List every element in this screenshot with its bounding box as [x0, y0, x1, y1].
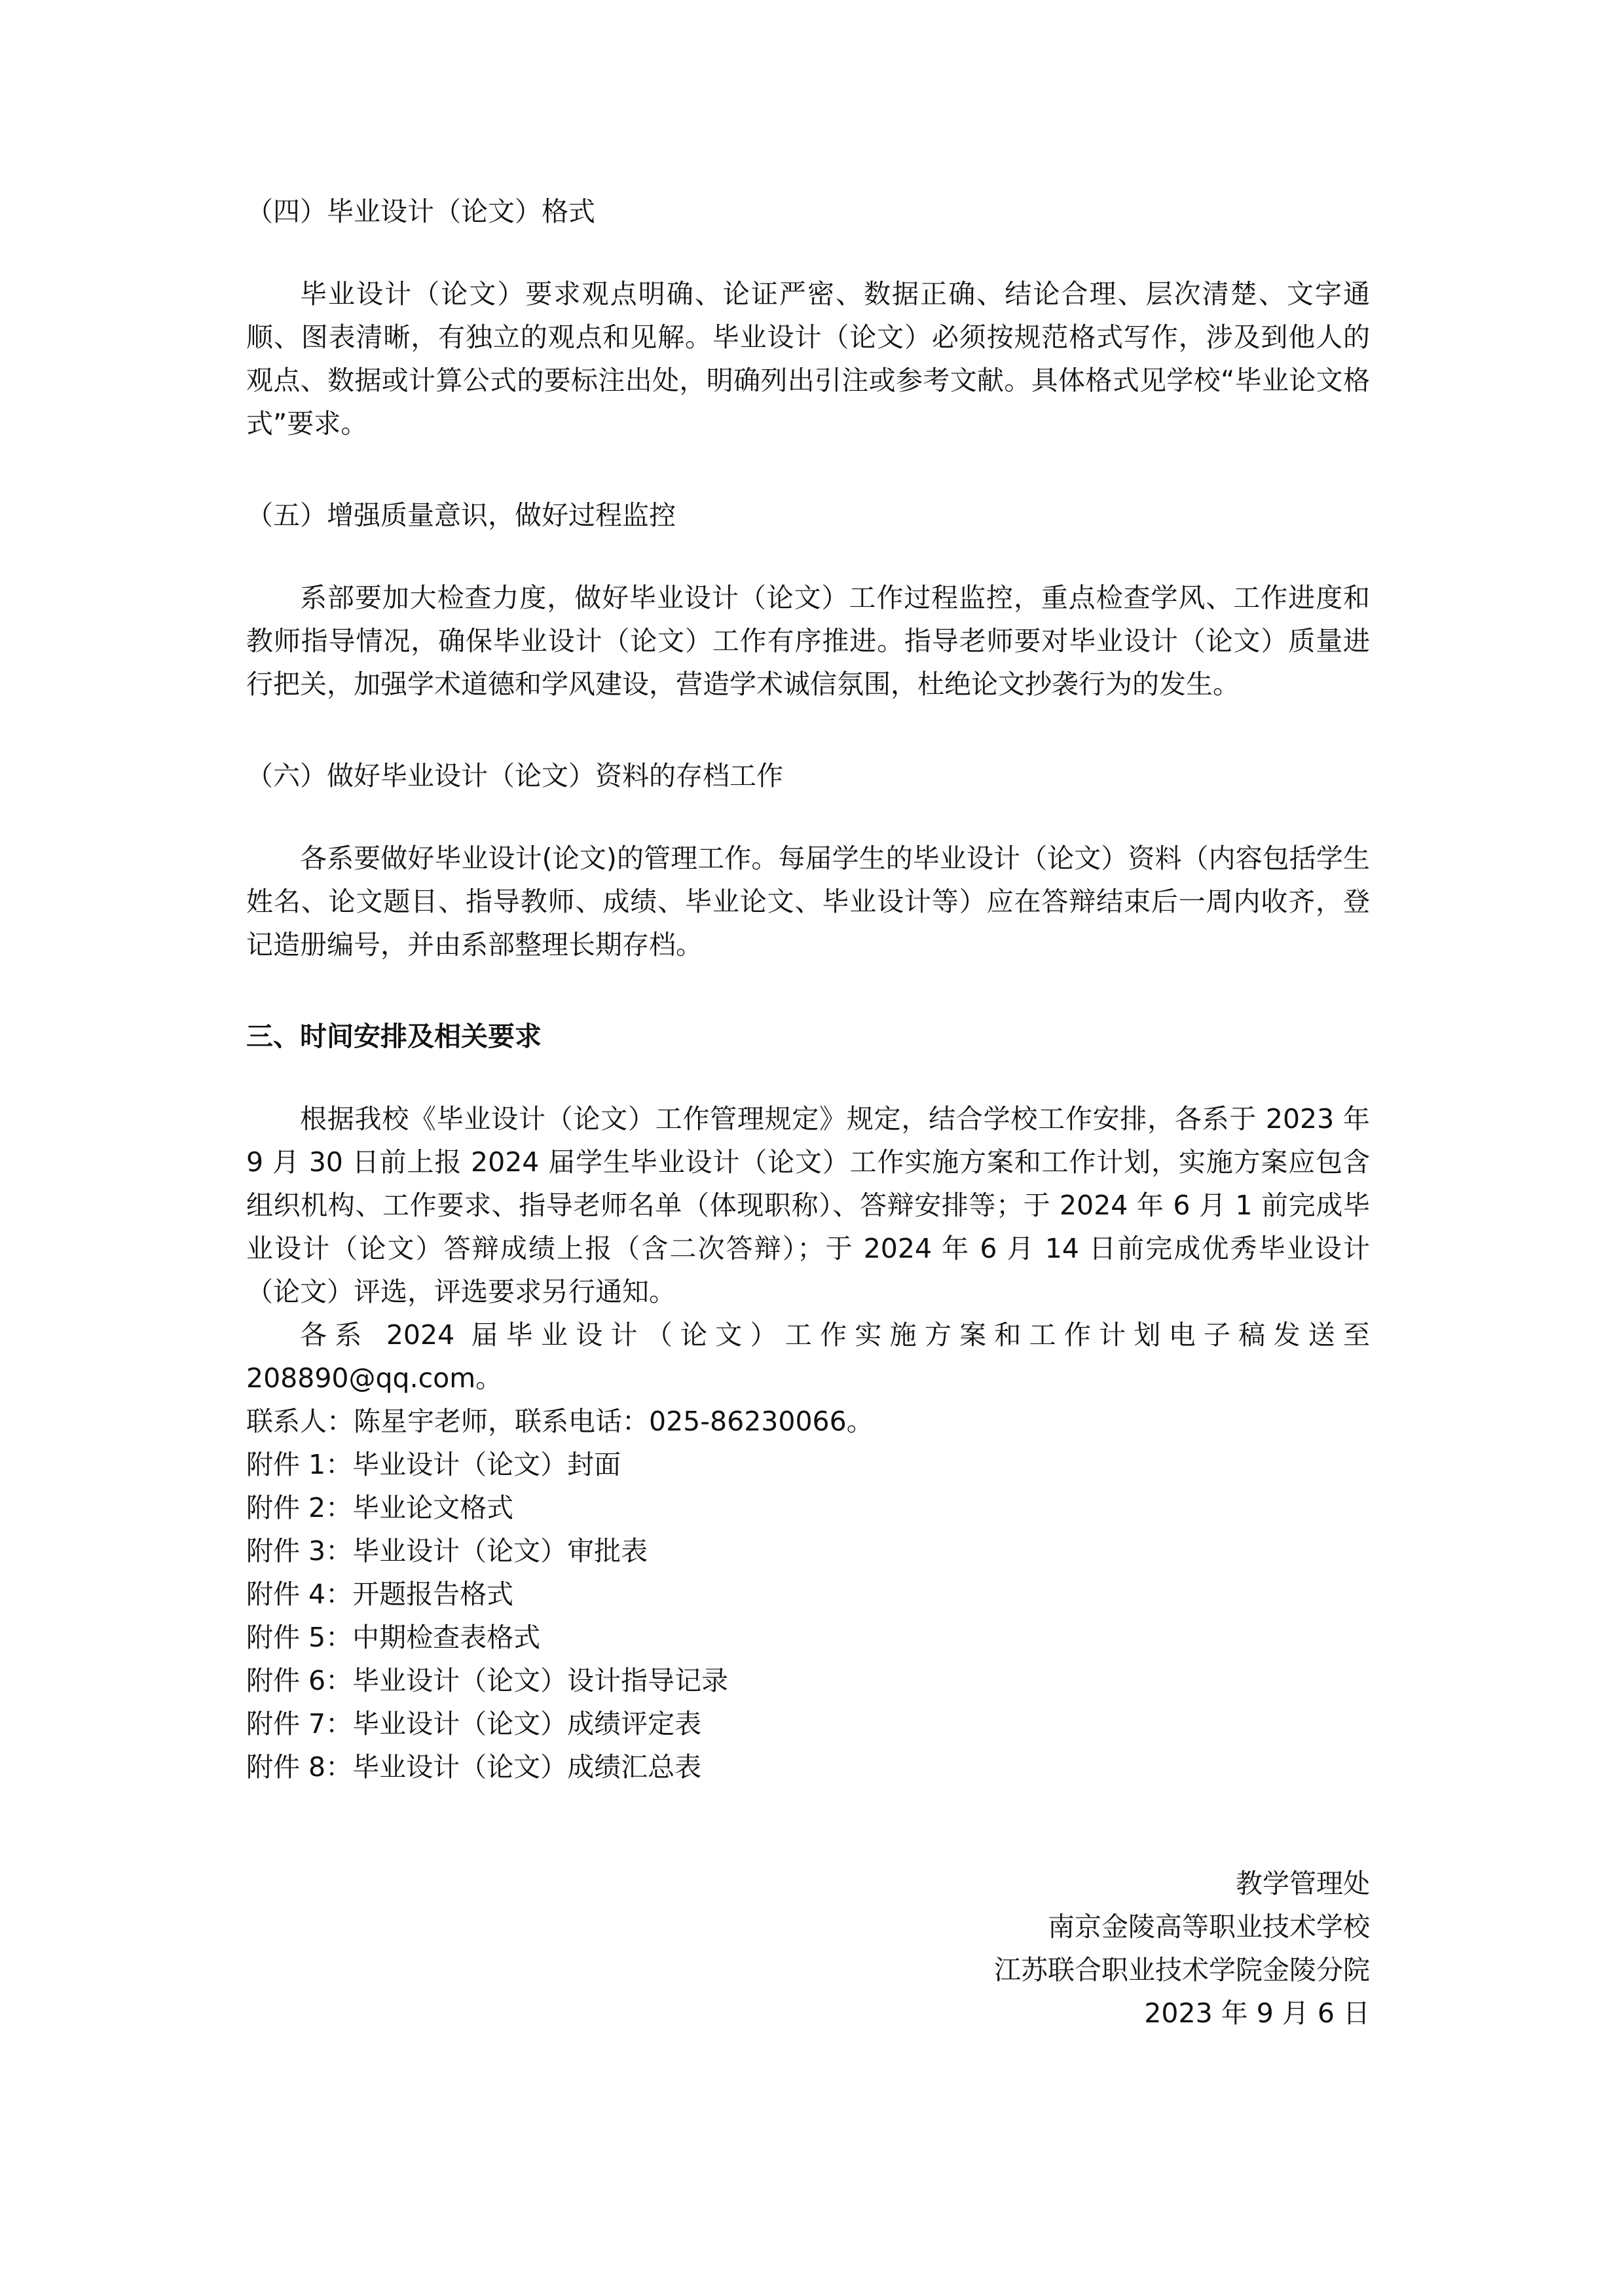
contact-line: 联系人：陈星宇老师，联系电话：025-86230066。 [246, 1406, 874, 1437]
attachment-item: 附件 3：毕业设计（论文）审批表 [246, 1535, 648, 1567]
part3-paragraph-2: 各系 2024 届毕业设计（论文）工作实施方案和工作计划电子稿发送至 208890@qq.com。 [246, 1319, 1370, 1394]
attachment-item: 附件 8：毕业设计（论文）成绩汇总表 [246, 1751, 702, 1783]
attachment-item: 附件 4：开题报告格式 [246, 1578, 514, 1610]
section4-body: 毕业设计（论文）要求观点明确、论证严密、数据正确、结论合理、层次清楚、文字通顺、图表清晰，有独立的观点和见解。毕业设计（论文）必须按规范格式写作，涉及到他人的观点、数据或计算公式的要标注出处，明确列出引注或参考文献。具体格式见学校“毕业论文格式”要求。 [246, 278, 1370, 439]
section6-heading: （六）做好毕业设计（论文）资料的存档工作 [246, 760, 783, 792]
section6-body: 各系要做好毕业设计(论文)的管理工作。每届学生的毕业设计（论文）资料（内容包括学生姓名、论文题目、指导教师、成绩、毕业论文、毕业设计等）应在答辩结束后一周内收齐，登记造册编号，并由系部整理长期存档。 [246, 843, 1370, 960]
signature-school-2: 江苏联合职业技术学院金陵分院 [994, 1954, 1370, 1986]
part3-heading: 三、时间安排及相关要求 [246, 1021, 542, 1052]
attachment-list [246, 1443, 1370, 1789]
signature-block [246, 1862, 1370, 2035]
signature-office: 教学管理处 [1236, 1868, 1370, 1899]
attachment-item: 附件 6：毕业设计（论文）设计指导记录 [246, 1665, 729, 1696]
section5-body: 系部要加大检查力度，做好毕业设计（论文）工作过程监控，重点检查学风、工作进度和教师指导情况，确保毕业设计（论文）工作有序推进。指导老师要对毕业设计（论文）质量进行把关，加强学术道德和学风建设，营造学术诚信氛围，杜绝论文抄袭行为的发生。 [246, 582, 1370, 700]
signature-school-1: 南京金陵高等职业技术学校 [1048, 1911, 1370, 1942]
attachment-item: 附件 2：毕业论文格式 [246, 1492, 514, 1523]
signature-date: 2023 年 9 月 6 日 [1144, 1997, 1370, 2029]
part3-paragraph-1: 根据我校《毕业设计（论文）工作管理规定》规定，结合学校工作安排，各系于 2023 年 9 月 30 日前上报 2024 届学生毕业设计（论文）工作实施方案和工作计划，实施方案应包含组织机构、工作要求、指导老师名单（体现职称）、答辩安排等；于 2024 年 6 月 1 前完成毕业设计（论文）答辩成绩上报（含二次答辩）；于 2024 年 6 月 14 日前完成优秀毕业设计（论文）评选，评选要求另行通知。 [246, 1103, 1370, 1307]
section5-heading: （五）增强质量意识，做好过程监控 [246, 500, 676, 531]
attachment-item: 附件 1：毕业设计（论文）封面 [246, 1449, 621, 1480]
attachment-item: 附件 7：毕业设计（论文）成绩评定表 [246, 1708, 702, 1740]
attachment-item: 附件 5：中期检查表格式 [246, 1622, 541, 1653]
document-body [246, 190, 1370, 2035]
section4-heading: （四）毕业设计（论文）格式 [246, 196, 595, 227]
